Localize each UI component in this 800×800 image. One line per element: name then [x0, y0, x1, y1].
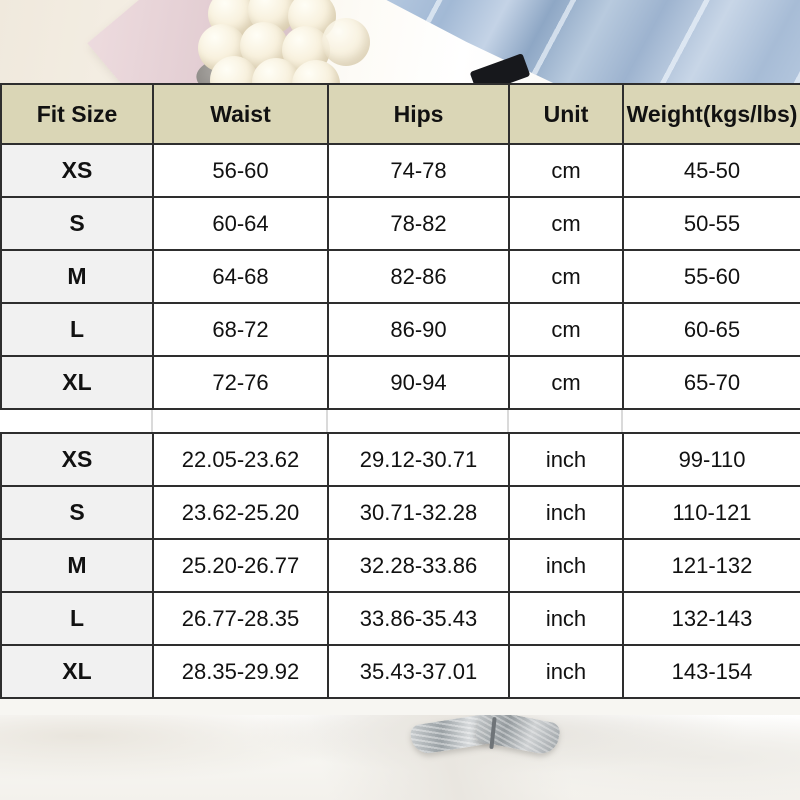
size-cell: S [1, 486, 153, 539]
denim-fabric [378, 0, 800, 84]
unit-cell: cm [509, 197, 623, 250]
unit-cell: inch [509, 539, 623, 592]
unit-cell: cm [509, 356, 623, 409]
table-row [1, 645, 800, 698]
header-cell-unit: Unit [509, 84, 623, 144]
weight-cell: 121-132 [623, 539, 800, 592]
waist-cell: 26.77-28.35 [153, 592, 328, 645]
unit-cell: cm [509, 303, 623, 356]
divider-line [507, 410, 509, 432]
garment-fold-right [475, 715, 562, 757]
size-cell: XL [1, 645, 153, 698]
hips-cell: 74-78 [328, 144, 509, 197]
divider-line [326, 410, 328, 432]
size-table-inch [0, 432, 800, 699]
hips-cell: 29.12-30.71 [328, 433, 509, 486]
unit-cell: inch [509, 645, 623, 698]
unit-cell: inch [509, 592, 623, 645]
size-cell: M [1, 539, 153, 592]
weight-cell: 45-50 [623, 144, 800, 197]
header-cell-waist: Waist [153, 84, 328, 144]
size-cell: L [1, 303, 153, 356]
waist-cell: 56-60 [153, 144, 328, 197]
pearl-bead [322, 18, 370, 66]
waist-cell: 22.05-23.62 [153, 433, 328, 486]
waist-cell: 68-72 [153, 303, 328, 356]
table-row [1, 197, 800, 250]
weight-cell: 65-70 [623, 356, 800, 409]
table-row [1, 486, 800, 539]
size-cell: L [1, 592, 153, 645]
size-cell: XL [1, 356, 153, 409]
table-row [1, 433, 800, 486]
header-cell-weight: Weight(kgs/lbs) [623, 84, 800, 144]
section-divider [0, 410, 800, 432]
table-row [1, 144, 800, 197]
weight-cell: 60-65 [623, 303, 800, 356]
size-chart [0, 83, 800, 699]
weight-cell: 132-143 [623, 592, 800, 645]
waist-cell: 60-64 [153, 197, 328, 250]
divider-line [151, 410, 153, 432]
table-row [1, 592, 800, 645]
table-row [1, 356, 800, 409]
weight-cell: 55-60 [623, 250, 800, 303]
waist-cell: 28.35-29.92 [153, 645, 328, 698]
size-cell: M [1, 250, 153, 303]
hips-cell: 78-82 [328, 197, 509, 250]
hips-cell: 86-90 [328, 303, 509, 356]
header-cell-fit-size: Fit Size [1, 84, 153, 144]
waist-cell: 23.62-25.20 [153, 486, 328, 539]
weight-cell: 50-55 [623, 197, 800, 250]
weight-cell: 110-121 [623, 486, 800, 539]
table-row [1, 250, 800, 303]
unit-cell: inch [509, 486, 623, 539]
header-cell-hips: Hips [328, 84, 509, 144]
divider-line [621, 410, 623, 432]
size-cell: XS [1, 433, 153, 486]
header-row [1, 84, 800, 144]
waist-cell: 64-68 [153, 250, 328, 303]
size-cell: XS [1, 144, 153, 197]
hips-cell: 30.71-32.28 [328, 486, 509, 539]
size-table-cm [0, 83, 800, 410]
hips-cell: 90-94 [328, 356, 509, 409]
unit-cell: cm [509, 144, 623, 197]
weight-cell: 99-110 [623, 433, 800, 486]
unit-cell: inch [509, 433, 623, 486]
product-photo-bottom [0, 715, 800, 800]
hips-cell: 82-86 [328, 250, 509, 303]
product-photo-top [0, 0, 800, 84]
table-row [1, 539, 800, 592]
waist-cell: 72-76 [153, 356, 328, 409]
unit-cell: cm [509, 250, 623, 303]
gray-garment [405, 715, 565, 755]
size-cell: S [1, 197, 153, 250]
hips-cell: 32.28-33.86 [328, 539, 509, 592]
waist-cell: 25.20-26.77 [153, 539, 328, 592]
table-row [1, 303, 800, 356]
hips-cell: 33.86-35.43 [328, 592, 509, 645]
weight-cell: 143-154 [623, 645, 800, 698]
hips-cell: 35.43-37.01 [328, 645, 509, 698]
